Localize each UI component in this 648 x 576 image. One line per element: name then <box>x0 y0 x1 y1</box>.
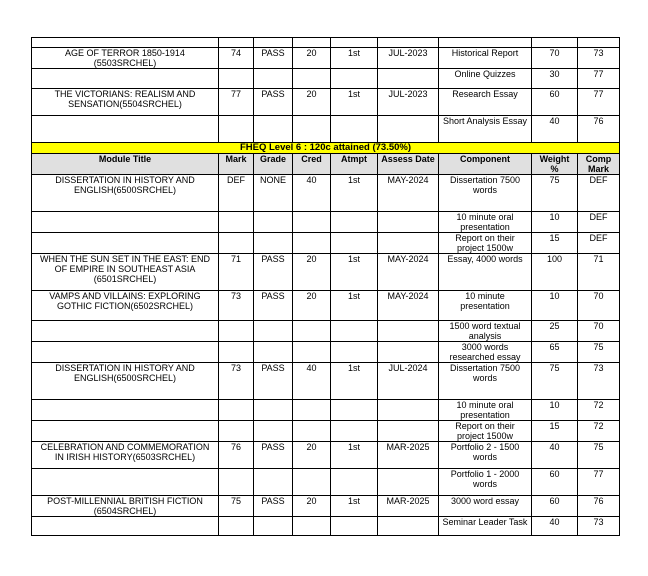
cell-grade <box>254 38 293 48</box>
table-row <box>32 48 620 69</box>
cell-weight: 40 <box>532 442 578 469</box>
cell-component: 3000 word essay <box>439 496 532 517</box>
cell-comp-mark: 76 <box>578 116 620 143</box>
cell-grade <box>254 469 293 496</box>
cell-comp-mark: 76 <box>578 496 620 517</box>
cell-grade: PASS <box>254 496 293 517</box>
cell-title <box>32 38 219 48</box>
cell-grade: PASS <box>254 442 293 469</box>
cell-comp-mark: 70 <box>578 291 620 321</box>
cell-atmpt <box>331 400 378 421</box>
cell-comp-mark: 75 <box>578 342 620 363</box>
cell-grade: PASS <box>254 254 293 291</box>
cell-mark <box>219 212 254 233</box>
column-header: Atmpt <box>331 154 378 175</box>
cell-cred <box>293 212 331 233</box>
cell-component: 1500 word textual analysis <box>439 321 532 342</box>
level-banner: FHEQ Level 6 : 120c attained (73.50%) <box>32 143 620 154</box>
cell-grade <box>254 321 293 342</box>
cell-grade <box>254 69 293 89</box>
cell-cred <box>293 469 331 496</box>
cell-weight: 10 <box>532 400 578 421</box>
cell-mark: DEF <box>219 175 254 212</box>
cell-cred: 20 <box>293 48 331 69</box>
cell-date: MAY-2024 <box>378 254 439 291</box>
cell-title: CELEBRATION AND COMMEMORATION IN IRISH HISTORY(6503SRCHEL) <box>32 442 219 469</box>
cell-weight: 15 <box>532 233 578 254</box>
cell-date: MAY-2024 <box>378 175 439 212</box>
cell-grade: NONE <box>254 175 293 212</box>
cell-comp-mark: 73 <box>578 363 620 400</box>
cell-title <box>32 233 219 254</box>
cell-weight: 25 <box>532 321 578 342</box>
cell-atmpt <box>331 517 378 536</box>
table-row <box>32 38 620 48</box>
table-row <box>32 175 620 212</box>
cell-cred: 20 <box>293 254 331 291</box>
cell-title: POST-MILLENNIAL BRITISH FICTION (6504SRCHEL) <box>32 496 219 517</box>
table-row <box>32 254 620 291</box>
cell-date: JUL-2023 <box>378 48 439 69</box>
table-row <box>32 517 620 536</box>
cell-cred <box>293 517 331 536</box>
cell-cred: 20 <box>293 291 331 321</box>
cell-atmpt <box>331 321 378 342</box>
cell-date <box>378 233 439 254</box>
cell-component: Portfolio 1 - 2000 words <box>439 469 532 496</box>
cell-grade: PASS <box>254 291 293 321</box>
cell-component: Historical Report <box>439 48 532 69</box>
cell-mark <box>219 517 254 536</box>
column-header: Assess Date <box>378 154 439 175</box>
cell-date <box>378 517 439 536</box>
cell-title <box>32 116 219 143</box>
cell-weight: 40 <box>532 517 578 536</box>
cell-comp-mark: 73 <box>578 48 620 69</box>
cell-date <box>378 212 439 233</box>
cell-atmpt <box>331 38 378 48</box>
cell-weight: 15 <box>532 421 578 442</box>
cell-mark: 76 <box>219 442 254 469</box>
table-row <box>32 233 620 254</box>
cell-title <box>32 400 219 421</box>
cell-component: Report on their project 1500w <box>439 421 532 442</box>
cell-grade <box>254 400 293 421</box>
cell-title: AGE OF TERROR 1850-1914 (5503SRCHEL) <box>32 48 219 69</box>
cell-atmpt <box>331 212 378 233</box>
cell-comp-mark: 70 <box>578 321 620 342</box>
table-row <box>32 421 620 442</box>
cell-mark: 71 <box>219 254 254 291</box>
table-row <box>32 116 620 143</box>
cell-component: 10 minute oral presentation <box>439 400 532 421</box>
cell-comp-mark: DEF <box>578 175 620 212</box>
cell-date <box>378 116 439 143</box>
cell-comp-mark: 75 <box>578 442 620 469</box>
cell-cred <box>293 321 331 342</box>
cell-component: Online Quizzes <box>439 69 532 89</box>
cell-weight: 70 <box>532 48 578 69</box>
cell-mark <box>219 469 254 496</box>
header-row <box>32 154 620 175</box>
cell-component: Short Analysis Essay <box>439 116 532 143</box>
cell-title: DISSERTATION IN HISTORY AND ENGLISH(6500SRCHEL) <box>32 363 219 400</box>
cell-cred: 40 <box>293 363 331 400</box>
cell-comp-mark: 77 <box>578 469 620 496</box>
cell-title <box>32 69 219 89</box>
cell-title <box>32 321 219 342</box>
cell-mark <box>219 38 254 48</box>
table-row <box>32 212 620 233</box>
cell-atmpt <box>331 69 378 89</box>
cell-component <box>439 38 532 48</box>
cell-title <box>32 421 219 442</box>
column-header: Module Title <box>32 154 219 175</box>
cell-cred <box>293 233 331 254</box>
cell-weight: 10 <box>532 291 578 321</box>
table-row <box>32 69 620 89</box>
cell-mark: 77 <box>219 89 254 116</box>
cell-component: Portfolio 2 - 1500 words <box>439 442 532 469</box>
cell-mark: 75 <box>219 496 254 517</box>
cell-date <box>378 400 439 421</box>
cell-cred <box>293 69 331 89</box>
cell-cred <box>293 116 331 143</box>
cell-cred <box>293 421 331 442</box>
column-header: Mark <box>219 154 254 175</box>
cell-component: Research Essay <box>439 89 532 116</box>
cell-date: MAY-2024 <box>378 291 439 321</box>
cell-weight: 75 <box>532 363 578 400</box>
cell-mark: 73 <box>219 363 254 400</box>
cell-weight <box>532 38 578 48</box>
table-row <box>32 291 620 321</box>
cell-cred: 20 <box>293 496 331 517</box>
table-row <box>32 496 620 517</box>
cell-mark <box>219 421 254 442</box>
cell-title <box>32 342 219 363</box>
cell-weight: 40 <box>532 116 578 143</box>
cell-atmpt <box>331 342 378 363</box>
cell-component: 3000 words researched essay <box>439 342 532 363</box>
table-row <box>32 321 620 342</box>
cell-date: MAR-2025 <box>378 442 439 469</box>
cell-atmpt <box>331 469 378 496</box>
cell-mark <box>219 233 254 254</box>
cell-title <box>32 212 219 233</box>
cell-date <box>378 38 439 48</box>
cell-date <box>378 421 439 442</box>
cell-component: Seminar Leader Task <box>439 517 532 536</box>
column-header: Component <box>439 154 532 175</box>
cell-weight: 60 <box>532 496 578 517</box>
cell-weight: 60 <box>532 469 578 496</box>
cell-grade: PASS <box>254 48 293 69</box>
column-header: Cred <box>293 154 331 175</box>
cell-component: Essay, 4000 words <box>439 254 532 291</box>
cell-comp-mark: 71 <box>578 254 620 291</box>
cell-grade <box>254 116 293 143</box>
cell-grade <box>254 212 293 233</box>
cell-component: Report on their project 1500w <box>439 233 532 254</box>
cell-date <box>378 69 439 89</box>
column-header: Grade <box>254 154 293 175</box>
cell-atmpt: 1st <box>331 89 378 116</box>
level-banner-row <box>32 143 620 154</box>
cell-mark: 74 <box>219 48 254 69</box>
transcript-table <box>31 37 620 536</box>
cell-mark <box>219 116 254 143</box>
cell-grade: PASS <box>254 363 293 400</box>
cell-date <box>378 342 439 363</box>
cell-title <box>32 517 219 536</box>
cell-atmpt: 1st <box>331 254 378 291</box>
cell-weight: 75 <box>532 175 578 212</box>
cell-weight: 60 <box>532 89 578 116</box>
cell-component: Dissertation 7500 words <box>439 175 532 212</box>
cell-atmpt: 1st <box>331 363 378 400</box>
cell-grade <box>254 342 293 363</box>
cell-cred <box>293 400 331 421</box>
cell-title: DISSERTATION IN HISTORY AND ENGLISH(6500SRCHEL) <box>32 175 219 212</box>
cell-date: JUL-2023 <box>378 89 439 116</box>
table-row <box>32 89 620 116</box>
table-row <box>32 342 620 363</box>
cell-mark <box>219 321 254 342</box>
cell-component: 10 minute presentation <box>439 291 532 321</box>
cell-cred <box>293 38 331 48</box>
cell-atmpt: 1st <box>331 291 378 321</box>
cell-grade <box>254 517 293 536</box>
cell-date: MAR-2025 <box>378 496 439 517</box>
cell-comp-mark: 72 <box>578 400 620 421</box>
cell-component: Dissertation 7500 words <box>439 363 532 400</box>
cell-grade <box>254 421 293 442</box>
cell-title: VAMPS AND VILLAINS: EXPLORING GOTHIC FICTION(6502SRCHEL) <box>32 291 219 321</box>
cell-cred <box>293 342 331 363</box>
cell-comp-mark: 77 <box>578 89 620 116</box>
column-header: Comp Mark <box>578 154 620 175</box>
column-header: Weight % <box>532 154 578 175</box>
cell-date: JUL-2024 <box>378 363 439 400</box>
cell-comp-mark: 77 <box>578 69 620 89</box>
cell-atmpt <box>331 421 378 442</box>
cell-comp-mark: DEF <box>578 212 620 233</box>
cell-grade <box>254 233 293 254</box>
cell-comp-mark <box>578 38 620 48</box>
cell-mark <box>219 400 254 421</box>
cell-grade: PASS <box>254 89 293 116</box>
cell-cred: 20 <box>293 442 331 469</box>
cell-weight: 30 <box>532 69 578 89</box>
cell-atmpt: 1st <box>331 175 378 212</box>
cell-mark <box>219 69 254 89</box>
table-row <box>32 442 620 469</box>
cell-date <box>378 321 439 342</box>
table-row <box>32 469 620 496</box>
table-row <box>32 400 620 421</box>
cell-atmpt: 1st <box>331 442 378 469</box>
cell-weight: 10 <box>532 212 578 233</box>
cell-title <box>32 469 219 496</box>
cell-atmpt <box>331 233 378 254</box>
cell-mark: 73 <box>219 291 254 321</box>
cell-cred: 40 <box>293 175 331 212</box>
cell-comp-mark: DEF <box>578 233 620 254</box>
cell-comp-mark: 72 <box>578 421 620 442</box>
cell-atmpt: 1st <box>331 48 378 69</box>
cell-title: WHEN THE SUN SET IN THE EAST: END OF EMPIRE IN SOUTHEAST ASIA (6501SRCHEL) <box>32 254 219 291</box>
table-row <box>32 363 620 400</box>
cell-atmpt <box>331 116 378 143</box>
cell-weight: 65 <box>532 342 578 363</box>
cell-weight: 100 <box>532 254 578 291</box>
cell-date <box>378 469 439 496</box>
cell-component: 10 minute oral presentation <box>439 212 532 233</box>
cell-comp-mark: 73 <box>578 517 620 536</box>
cell-title: THE VICTORIANS: REALISM AND SENSATION(5504SRCHEL) <box>32 89 219 116</box>
cell-mark <box>219 342 254 363</box>
cell-cred: 20 <box>293 89 331 116</box>
cell-atmpt: 1st <box>331 496 378 517</box>
